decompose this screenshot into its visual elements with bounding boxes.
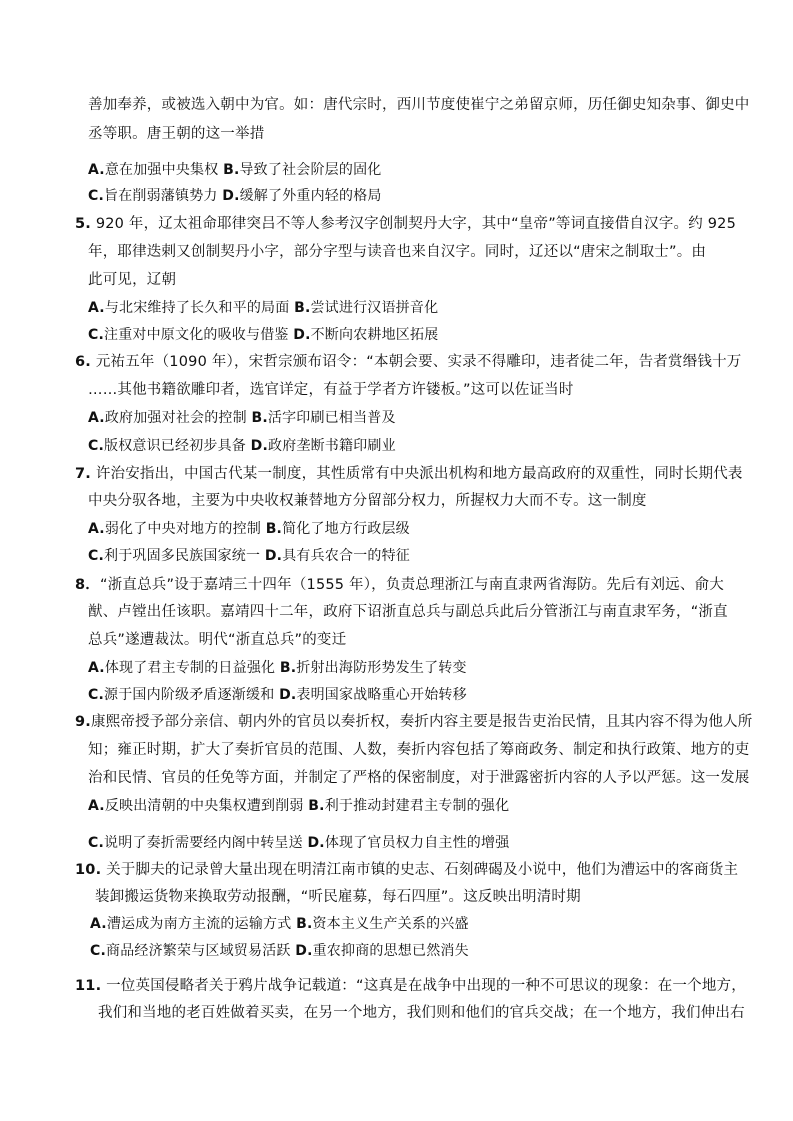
q6-option-c-text: 版权意识已经初步具备 [104,438,246,454]
q4-option-d-text: 缓解了外重内轻的格局 [239,188,382,204]
q6-option-b-text: 活字印刷已相当普及 [267,410,396,426]
q8-option-d-label: D. [279,687,297,703]
q7-option-a-text: 弱化了中央对地方的控制 [104,521,262,537]
q9-stem-line-3: 治和民情、官员的任免等方面，并制定了严格的保密制度，对于泄露密折内容的人予以严惩。这一发展 [88,770,750,786]
q6-options-row-1 [88,409,396,427]
q8-option-c-text: 源于国内阶级矛盾逐渐缓和 [104,687,275,703]
q9-stem-text-1: 康熙帝授予部分亲信、朝内外的官员以奏折权，奏折内容主要是报告吏治民情，且其内容不得为他人所 [91,714,753,730]
q10-stem-line-1 [75,861,738,879]
q4-option-a-text: 意在加强中央集权 [104,162,219,178]
q5-stem-line-1 [75,215,736,233]
q11-stem-text-1: 一位英国侵略者关于鸦片战争记载道：“这真是在战争中出现的一种不可思议的现象：在一个地方， [106,978,746,994]
q9-option-b-text: 利于推动封建君主专制的强化 [324,798,510,814]
q6-option-a-label: A. [88,410,105,426]
q6-option-c-label: C. [88,438,104,454]
q6-stem-text-1: 元祐五年（1090 年），宋哲宗颁布诏令：“本朝会要、实录不得雕印，违者徒二年，告者赏缗钱十万 [95,354,742,370]
q9-option-c-text: 说明了奏折需要经内阁中转呈送 [104,835,303,851]
q9-options-row-2 [88,834,509,852]
q10-option-c-label: C. [90,943,106,959]
q8-option-a-text: 体现了君主专制的日益强化 [104,660,276,676]
q9-stem-line-2: 知；雍正时期，扩大了奏折官员的范围、人数，奏折内容包括了筹商政务、制定和执行政策、地方的吏 [88,742,750,758]
q8-options-row-2 [88,686,467,704]
q7-stem-line-1 [75,465,743,483]
q5-option-b-text: 尝试进行汉语拼音化 [310,300,439,316]
q4-options-row-2 [88,187,382,205]
q11-number: 11. [75,978,102,994]
q8-stem-line-3: 总兵”遂遭裁汰。明代“浙直总兵”的变迁 [88,632,347,648]
q4-stem-line-1: 善加奉养，或被选入朝中为官。如：唐代宗时，西川节度使崔宁之弟留京师，历任御史知杂事、御史中 [88,97,750,113]
q7-stem-line-2: 中央分驭各地，主要为中央收权兼替地方分留部分权力，所握权力大而不专。这一制度 [88,493,647,509]
q6-stem-line-2: ……其他书籍欲雕印者，选官详定，有益于学者方许镂板。”这可以佐证当时 [88,382,574,398]
q8-option-b-text: 折射出海防形势发生了转变 [296,660,467,676]
q8-options-row-1 [88,659,467,677]
q6-number: 6. [75,354,91,370]
q4-option-d-label: D. [222,188,240,204]
q6-options-row-2 [88,437,396,455]
q10-options-row-2 [90,942,469,960]
q9-option-c-label: C. [88,835,104,851]
q9-option-b-label: B. [308,798,325,814]
q4-option-b-label: B. [223,162,240,178]
q5-option-a-text: 与北宋维持了长久和平的局面 [104,300,290,316]
q9-option-a-text: 反映出清朝的中央集权遭到削弱 [104,798,304,814]
q6-option-d-text: 政府垄断书籍印刷业 [268,438,396,454]
q6-option-b-label: B. [251,410,268,426]
q11-stem-line-2: 我们和当地的老百姓做着买卖，在另一个地方，我们则和他们的官兵交战；在一个地方，我们伸出右 [98,1005,745,1021]
q7-option-c-label: C. [88,548,104,564]
q5-stem-text-1: 920 年，辽太祖命耶律突吕不等人参考汉字创制契丹大字，其中“皇帝”等词直接借自汉字。约 925 [95,216,737,232]
q10-stem-text-1: 关于脚夫的记录曾大量出现在明清江南市镇的史志、石刻碑碣及小说中，他们为漕运中的客商货主 [106,862,739,878]
q8-stem-text-1: “浙直总兵”设于嘉靖三十四年（1555 年），负责总理浙江与南直隶两省海防。先后有刘远、俞大 [100,577,724,593]
q9-option-d-text: 体现了官员权力自主性的增强 [324,835,510,851]
q10-option-d-text: 重农抑商的思想已然消失 [312,943,469,959]
q6-stem-line-1 [75,353,741,371]
q9-stem-line-1 [75,713,753,731]
q4-stem-line-2: 丞等职。唐王朝的这一举措 [88,126,265,142]
q5-number: 5. [75,216,91,232]
q7-option-b-text: 简化了地方行政层级 [282,521,410,537]
q5-stem-line-3: 此可见，辽朝 [88,272,177,288]
q8-stem-line-2: 猷、卢镗出任该职。嘉靖四十二年，政府下诏浙直总兵与副总兵此后分管浙江与南直隶军务，“浙直 [88,604,728,620]
q7-stem-text-1: 许治安指出，中国古代某一制度，其性质常有中央派出机构和地方最高政府的双重性，同时长期代表 [95,466,743,482]
q10-option-d-label: D. [295,943,313,959]
q8-option-c-label: C. [88,687,104,703]
q7-option-d-text: 具有兵农合一的特征 [282,548,411,564]
q5-option-d-text: 不断向农耕地区拓展 [310,327,439,343]
q10-option-b-text: 资本主义生产关系的兴盛 [312,916,469,932]
q5-stem-line-2: 年，耶律迭剌又创制契丹小字，部分字型与读音也来自汉字。同时，辽还以“唐宋之制取士”。由 [88,244,707,260]
q4-option-a-label: A. [88,162,105,178]
q7-options-row-2 [88,547,410,565]
q4-option-b-text: 导致了社会阶层的固化 [239,162,382,178]
q7-option-d-label: D. [264,548,283,564]
q8-option-d-text: 表明国家战略重心开始转移 [296,687,467,703]
q7-number: 7. [75,466,91,482]
q10-option-a-text: 漕运成为南方主流的运输方式 [106,916,292,932]
q9-option-a-label: A. [88,798,105,814]
q6-option-a-text: 政府加强对社会的控制 [104,410,247,426]
q4-option-c-label: C. [88,188,104,204]
q10-stem-line-2: 装卸搬运货物来换取劳动报酬，“听民雇募，每石四厘”。这反映出明清时期 [95,889,581,905]
q10-option-c-text: 商品经济繁荣与区域贸易活跃 [106,943,291,959]
q10-option-a-label: A. [90,916,107,932]
q4-options-row-1 [88,161,381,179]
q5-options-row-2 [88,326,438,344]
q10-options-row-1 [90,915,469,933]
q5-option-c-text: 注重对中原文化的吸收与借鉴 [104,327,289,343]
q5-option-d-label: D. [293,327,311,343]
q5-options-row-1 [88,299,438,317]
q10-option-b-label: B. [296,916,313,932]
q7-option-c-text: 利于巩固多民族国家统一 [104,548,261,564]
q5-option-c-label: C. [88,327,104,343]
q4-option-c-text: 旨在削弱藩镇势力 [104,188,218,204]
q10-number: 10. [75,862,102,878]
q7-options-row-1 [88,520,410,538]
q9-option-d-label: D. [307,835,325,851]
q5-option-a-label: A. [88,300,105,316]
q8-number: 8． [75,577,100,593]
q5-option-b-label: B. [294,300,311,316]
q8-option-a-label: A. [88,660,105,676]
q9-number: 9. [75,714,91,730]
q11-stem-line-1 [75,977,746,995]
q9-options-row-1 [88,797,509,815]
q6-option-d-label: D. [250,438,268,454]
q7-option-b-label: B. [265,521,283,537]
q7-option-a-label: A. [88,521,105,537]
q8-option-b-label: B. [279,660,297,676]
q8-stem-line-1 [75,576,724,594]
